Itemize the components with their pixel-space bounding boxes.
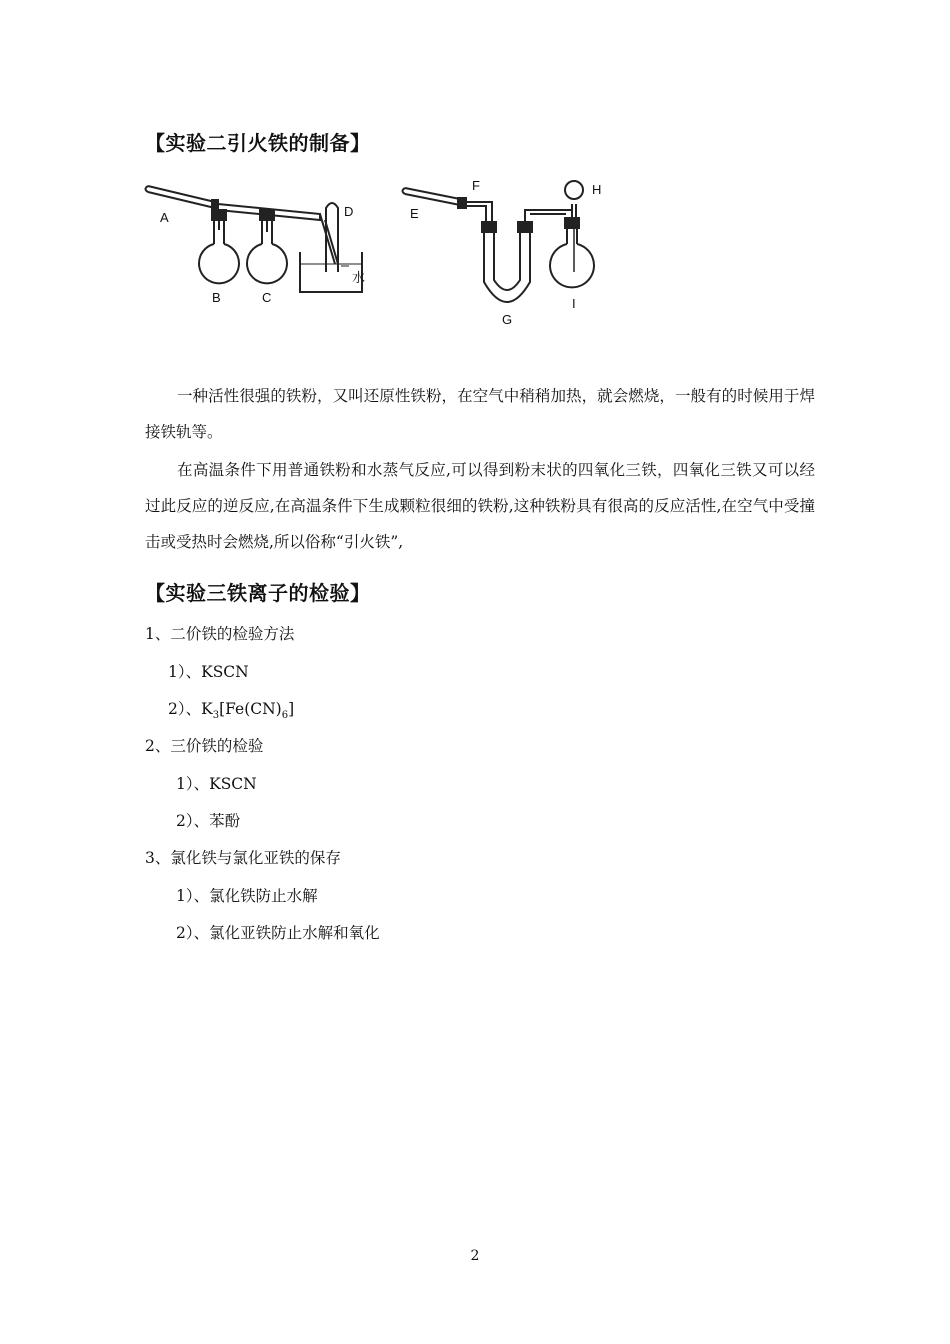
u-tube-g — [484, 232, 530, 302]
flask-i-stopper — [565, 218, 579, 228]
flask-i — [550, 228, 594, 287]
list-item: 1）、氯化铁防止水解 — [176, 887, 318, 905]
u-tube-stopper-right — [518, 222, 532, 232]
label-b: B — [212, 290, 221, 305]
list-item: 2）、氯化亚铁防止水解和氧化 — [176, 924, 380, 942]
label-g: G — [502, 312, 513, 327]
section2-heading: 【实验二引火铁的制备】 — [145, 131, 371, 155]
tube-a-stopper — [212, 200, 218, 210]
tube-a — [146, 186, 216, 208]
list-item: 2、三价铁的检验 — [145, 737, 264, 755]
u-tube-stopper-left — [482, 222, 496, 232]
list-item: 1）、KSCN — [168, 663, 249, 681]
funnel-h — [572, 204, 576, 218]
label-c: C — [262, 290, 272, 305]
page-number: 2 — [470, 1248, 480, 1264]
list-item: 1）、KSCN — [176, 775, 257, 793]
tube-e — [403, 188, 466, 206]
label-a: A — [160, 210, 169, 225]
paragraph-1: 一种活性很强的铁粉，又叫还原性铁粉，在空气中稍稍加热，就会燃烧，一般有的时候用于焊接铁轨等。 — [145, 387, 815, 441]
label-e: E — [410, 206, 419, 221]
label-h: H — [592, 182, 602, 197]
label-f: F — [472, 178, 480, 193]
label-i: I — [572, 296, 576, 311]
list-item: 1、二价铁的检验方法 — [145, 625, 295, 643]
list-item: 2）、苯酚 — [176, 812, 241, 830]
paragraph-2: 在高温条件下用普通铁粉和水蒸气反应,可以得到粉末状的四氧化三铁，四氧化三铁又可以经过此反应的逆反应,在高温条件下生成颗粒很细的铁粉,这种铁粉具有很高的反应活性,在空气中受撞击或受热时会燃烧,所以俗称“引火铁”, — [145, 461, 815, 551]
apparatus-figure — [140, 172, 620, 332]
tube-e-stopper — [458, 198, 466, 208]
list-item: 3、氯化铁与氯化亚铁的保存 — [145, 849, 341, 867]
label-d: D — [344, 204, 354, 219]
section3-heading: 【实验三铁离子的检验】 — [145, 581, 371, 605]
list-item: 2）、$K_3[Fe(CN)_6]$ — [168, 700, 295, 722]
label-water: 水 — [352, 270, 366, 285]
